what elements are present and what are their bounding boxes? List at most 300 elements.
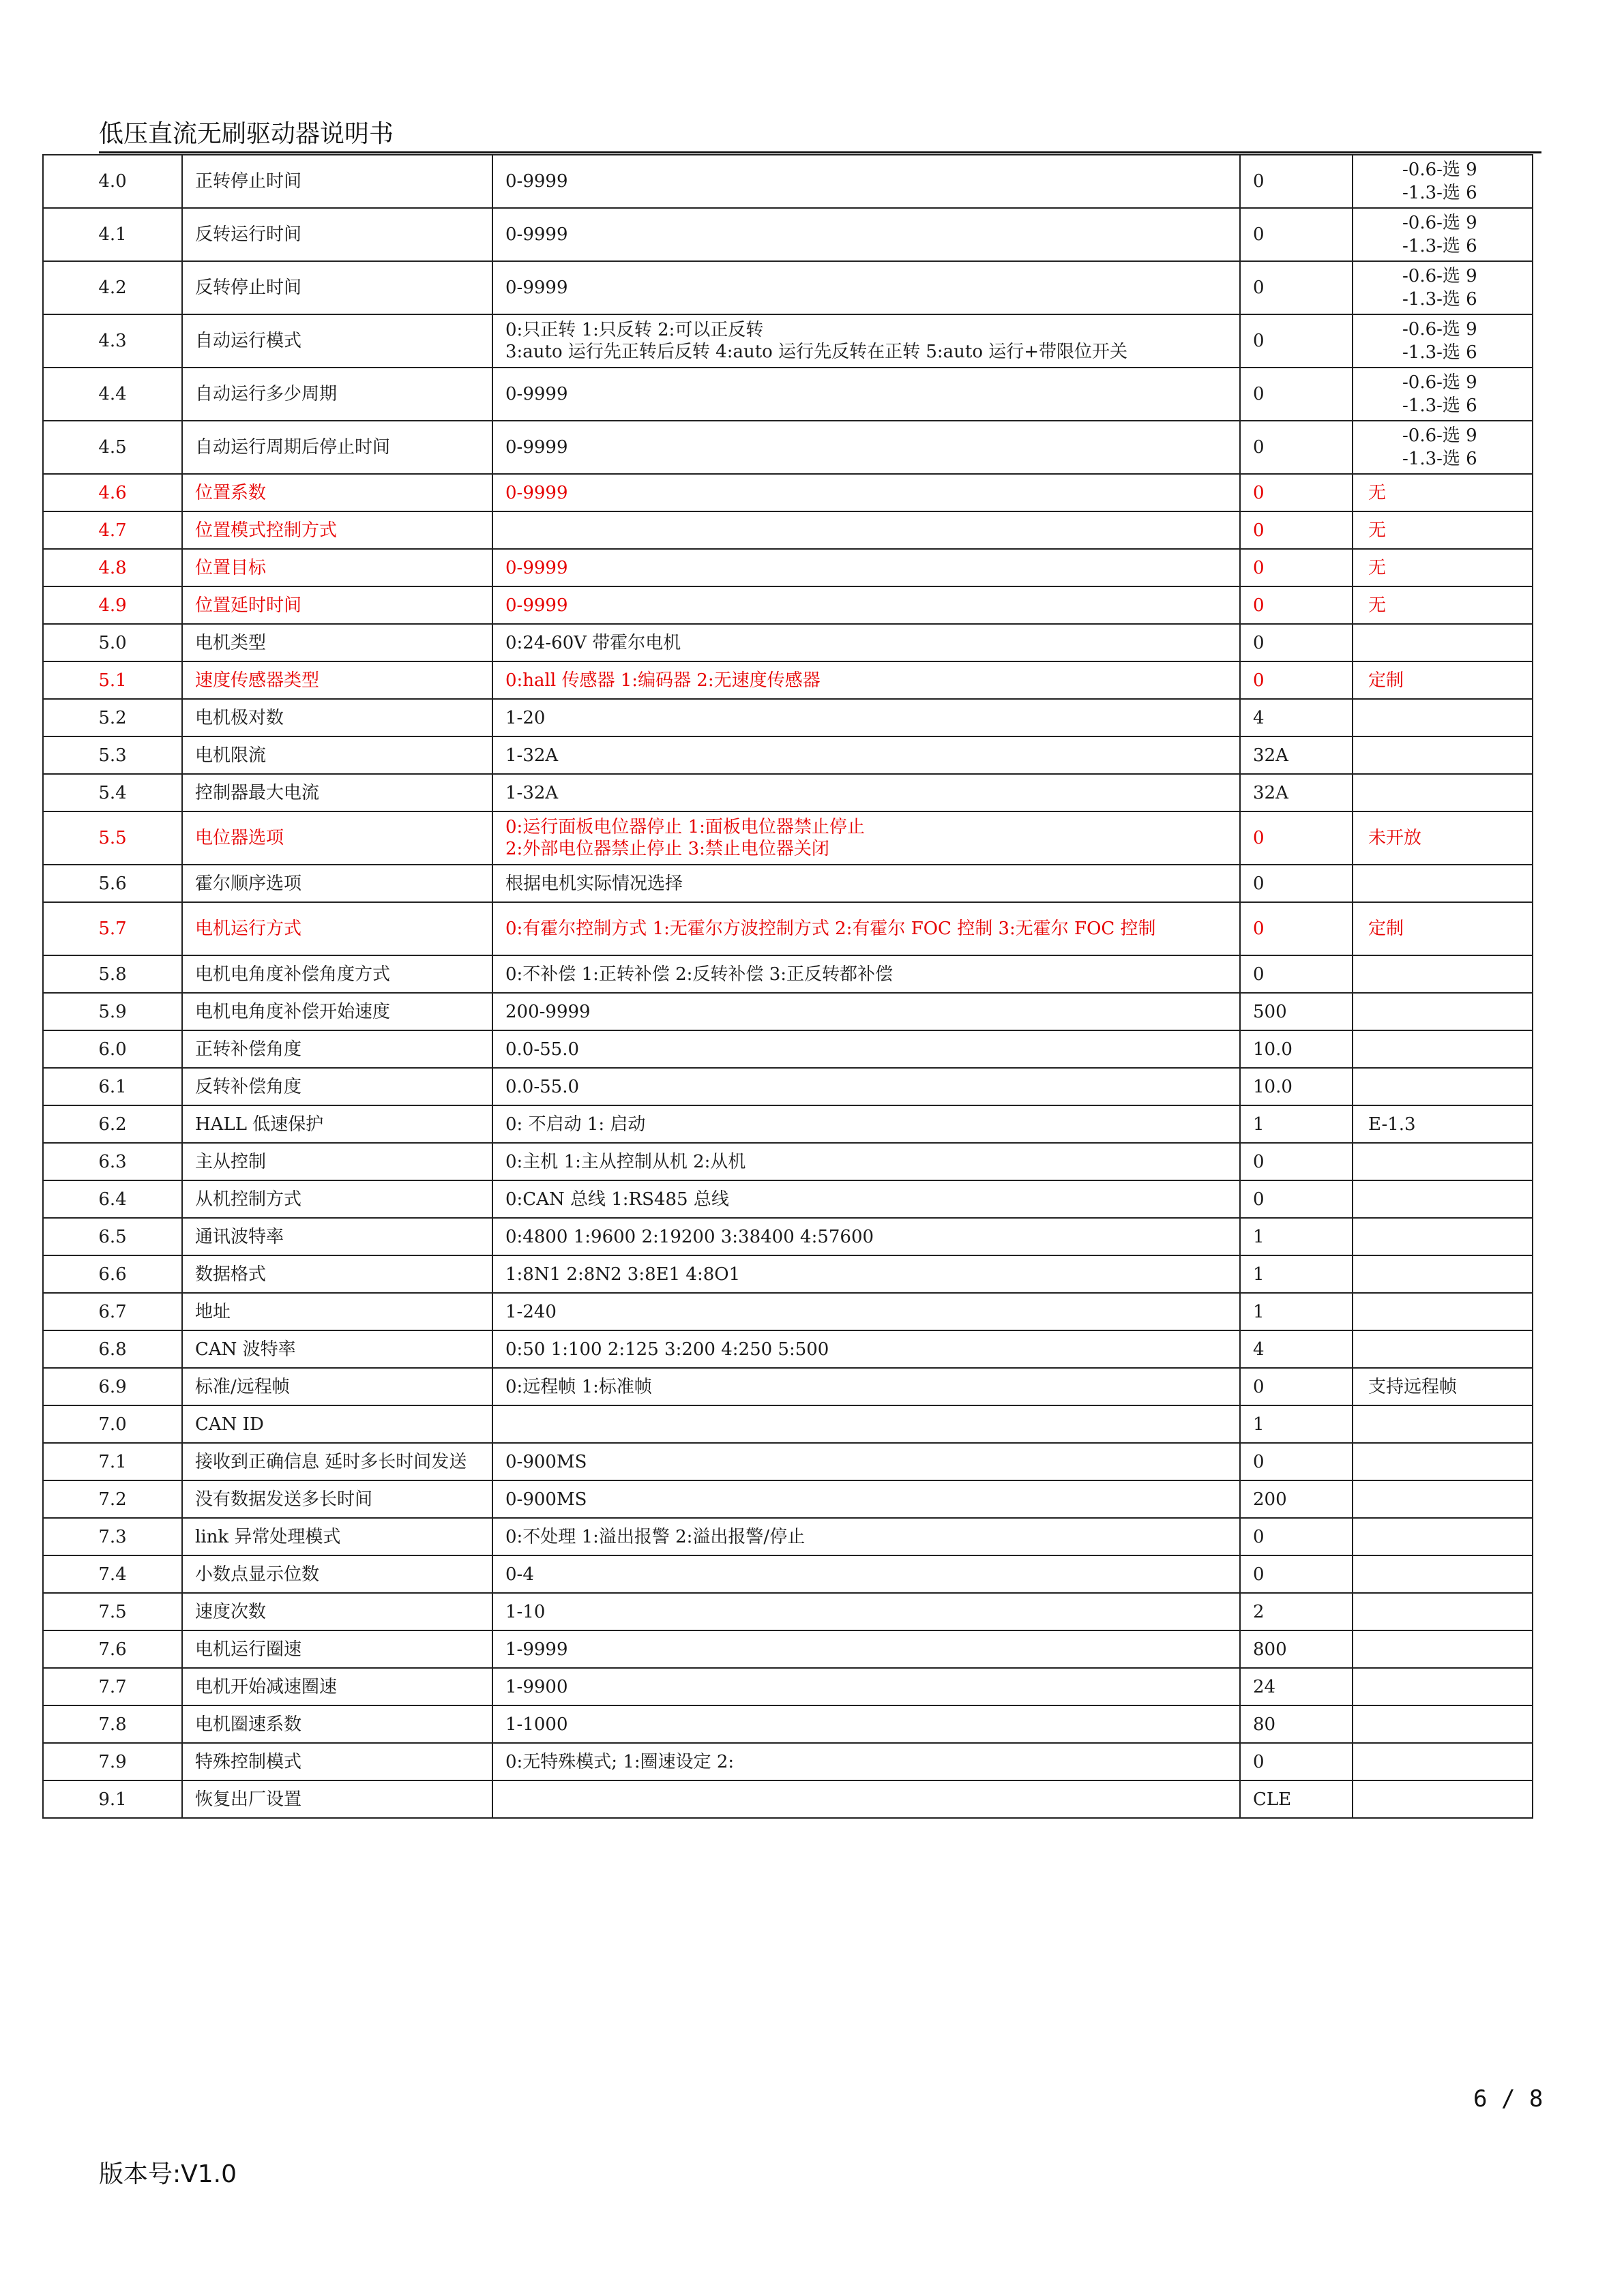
param-number-cell: 4.6 [43,474,182,511]
param-default-cell: 10.0 [1240,1030,1353,1068]
param-name-cell: 特殊控制模式 [182,1743,492,1780]
param-default-cell: 80 [1240,1705,1353,1743]
param-range-cell [492,421,1240,474]
param-remark-cell [1353,1330,1533,1368]
param-name-cell: 位置延时时间 [182,586,492,624]
param-name-cell: link 异常处理模式 [182,1518,492,1555]
param-range-cell [492,1780,1240,1818]
param-name-cell: HALL 低速保护 [182,1105,492,1143]
param-remark-cell-line: -1.3-选 6 [1402,236,1477,256]
param-name-cell: 反转运行时间 [182,208,492,261]
param-number-cell: 6.7 [43,1293,182,1330]
param-range-cell-line: 根据电机实际情况选择 [505,873,683,894]
param-range-cell-line: 1-1000 [505,1714,568,1735]
param-number-cell: 6.0 [43,1030,182,1068]
table-row [43,511,1533,549]
param-remark-cell-line: 无 [1368,520,1387,541]
table-row [43,624,1533,661]
param-range-cell-line: 0-4 [505,1564,534,1585]
table-row [43,1180,1533,1218]
param-remark-cell [1353,1555,1533,1593]
param-range-cell [492,314,1240,368]
param-name-cell: 通讯波特率 [182,1218,492,1255]
param-range-cell-line: 0-9999 [505,595,568,616]
param-remark-cell-line: 未开放 [1368,828,1422,848]
param-number-cell: 7.2 [43,1480,182,1518]
param-range-cell-line: 1-9999 [505,1639,568,1660]
param-number-cell: 5.6 [43,865,182,902]
param-default-cell: 24 [1240,1668,1353,1705]
param-number-cell: 6.6 [43,1255,182,1293]
param-name-cell: 从机控制方式 [182,1180,492,1218]
param-remark-cell [1353,368,1533,421]
param-range-cell [492,1143,1240,1180]
param-remark-cell [1353,155,1533,208]
param-range-cell-line: 0.0-55.0 [505,1076,580,1097]
param-default-cell: 1 [1240,1405,1353,1443]
param-default-cell: 4 [1240,699,1353,736]
param-range-cell [492,261,1240,314]
param-name-cell: 电机类型 [182,624,492,661]
param-name-cell: 标准/远程帧 [182,1368,492,1405]
param-number-cell: 9.1 [43,1780,182,1818]
param-range-cell-line: 1-32A [505,782,559,803]
param-default-cell: 0 [1240,314,1353,368]
param-number-cell: 6.8 [43,1330,182,1368]
param-remark-cell [1353,1180,1533,1218]
param-name-cell: 数据格式 [182,1255,492,1293]
param-default-cell: 0 [1240,1443,1353,1480]
param-range-cell [492,1668,1240,1705]
param-range-cell [492,1368,1240,1405]
param-remark-cell [1353,699,1533,736]
param-default-cell: 0 [1240,511,1353,549]
param-name-cell: 电机运行方式 [182,902,492,955]
param-name-cell: 自动运行模式 [182,314,492,368]
param-range-cell-line: 0:不补偿 1:正转补偿 2:反转补偿 3:正反转都补偿 [505,964,894,985]
param-default-cell: 1 [1240,1293,1353,1330]
param-remark-cell [1353,1630,1533,1668]
param-default-cell: 2 [1240,1593,1353,1630]
document-title: 低压直流无刷驱动器说明书 [99,120,394,148]
param-default-cell: CLE [1240,1780,1353,1818]
param-number-cell: 7.4 [43,1555,182,1593]
table-row [43,661,1533,699]
param-range-cell-line: 1:8N1 2:8N2 3:8E1 4:8O1 [505,1264,741,1285]
param-remark-cell-line: 定制 [1368,919,1404,939]
table-row [43,1143,1533,1180]
param-default-cell: 0 [1240,865,1353,902]
param-range-cell-line: 0:无特殊模式; 1:圈速设定 2: [505,1751,735,1772]
param-range-cell [492,1743,1240,1780]
param-number-cell: 6.3 [43,1143,182,1180]
param-name-cell: 位置系数 [182,474,492,511]
table-row [43,1705,1533,1743]
param-name-cell: 自动运行周期后停止时间 [182,421,492,474]
param-remark-cell [1353,1405,1533,1443]
table-row [43,1555,1533,1593]
param-remark-cell [1353,1593,1533,1630]
param-range-cell-line: 0-9999 [505,384,568,404]
param-range-cell [492,1705,1240,1743]
param-default-cell: 0 [1240,661,1353,699]
param-number-cell: 7.8 [43,1705,182,1743]
table-row [43,586,1533,624]
param-remark-cell [1353,902,1533,955]
param-range-cell-line: 0:运行面板电位器停止 1:面板电位器禁止停止 [505,817,865,837]
param-remark-cell-line: -1.3-选 6 [1402,342,1477,363]
param-default-cell: 0 [1240,1368,1353,1405]
param-number-cell: 4.9 [43,586,182,624]
table-row [43,208,1533,261]
param-name-cell: 接收到正确信息 延时多长时间发送 [182,1443,492,1480]
param-range-cell [492,624,1240,661]
param-range-cell [492,902,1240,955]
param-number-cell: 4.0 [43,155,182,208]
param-range-cell-line: 3:auto 运行先正转后反转 4:auto 运行先反转在正转 5:auto 运行+带限位开关 [505,342,1128,362]
param-range-cell [492,865,1240,902]
table-row [43,1443,1533,1480]
param-range-cell-line: 0:50 1:100 2:125 3:200 4:250 5:500 [505,1339,829,1360]
param-remark-cell [1353,314,1533,368]
param-remark-cell [1353,261,1533,314]
param-range-cell-line: 0:有霍尔控制方式 1:无霍尔方波控制方式 2:有霍尔 FOC 控制 3:无霍尔 FOC 控制 [505,919,1156,939]
param-remark-cell-line: -0.6-选 9 [1402,319,1477,340]
param-default-cell: 0 [1240,1518,1353,1555]
version-label: 版本号:V1.0 [99,2160,237,2188]
param-number-cell: 4.8 [43,549,182,586]
param-default-cell: 0 [1240,1743,1353,1780]
param-remark-cell [1353,586,1533,624]
param-range-cell-line: 0-9999 [505,437,568,458]
param-default-cell: 32A [1240,736,1353,774]
param-range-cell-line: 2:外部电位器禁止停止 3:禁止电位器关闭 [505,839,829,859]
param-range-cell-line: 0-900MS [505,1489,587,1510]
param-number-cell: 5.1 [43,661,182,699]
param-remark-cell [1353,736,1533,774]
table-row [43,993,1533,1030]
param-remark-cell [1353,421,1533,474]
param-remark-cell [1353,1293,1533,1330]
param-remark-cell [1353,865,1533,902]
page-number: 6 / 8 [1473,2085,1544,2113]
param-name-cell: 位置目标 [182,549,492,586]
table-row [43,811,1533,865]
param-range-cell [492,774,1240,811]
param-range-cell-line: 0-9999 [505,171,568,192]
parameter-table [42,154,1533,1819]
param-range-cell [492,1330,1240,1368]
table-row [43,955,1533,993]
table-row [43,1780,1533,1818]
param-remark-cell [1353,624,1533,661]
table-row [43,155,1533,208]
param-name-cell: 反转停止时间 [182,261,492,314]
param-remark-cell-line: -0.6-选 9 [1402,213,1477,233]
param-range-cell-line: 0:4800 1:9600 2:19200 3:38400 4:57600 [505,1226,874,1247]
param-default-cell: 0 [1240,1180,1353,1218]
param-remark-cell-line: -0.6-选 9 [1402,160,1477,180]
param-range-cell [492,1630,1240,1668]
param-default-cell: 0 [1240,1555,1353,1593]
table-row [43,314,1533,368]
param-default-cell: 0 [1240,811,1353,865]
param-remark-cell-line: -0.6-选 9 [1402,372,1477,393]
param-number-cell: 5.7 [43,902,182,955]
param-number-cell: 4.1 [43,208,182,261]
param-remark-cell [1353,1068,1533,1105]
param-remark-cell [1353,1518,1533,1555]
param-name-cell: 霍尔顺序选项 [182,865,492,902]
table-row [43,474,1533,511]
param-range-cell-line: 1-240 [505,1301,557,1322]
param-range-cell-line: 1-10 [505,1601,546,1622]
param-remark-cell [1353,1105,1533,1143]
param-remark-cell [1353,774,1533,811]
parameter-table-body [43,155,1533,1818]
param-name-cell: 没有数据发送多长时间 [182,1480,492,1518]
param-name-cell: 控制器最大电流 [182,774,492,811]
param-range-cell-line: 0-9999 [505,278,568,298]
param-range-cell-line: 0-9999 [505,224,568,245]
param-remark-cell-line: 无 [1368,482,1387,503]
param-name-cell: CAN 波特率 [182,1330,492,1368]
param-default-cell: 10.0 [1240,1068,1353,1105]
param-name-cell: 位置模式控制方式 [182,511,492,549]
param-remark-cell [1353,1368,1533,1405]
table-row [43,1293,1533,1330]
param-number-cell: 6.4 [43,1180,182,1218]
param-default-cell: 0 [1240,586,1353,624]
table-row [43,549,1533,586]
param-default-cell: 0 [1240,421,1353,474]
table-row [43,736,1533,774]
param-range-cell-line: 0: 不启动 1: 启动 [505,1114,646,1135]
param-number-cell: 5.0 [43,624,182,661]
param-remark-cell [1353,1480,1533,1518]
table-row [43,1593,1533,1630]
param-name-cell: 速度传感器类型 [182,661,492,699]
param-name-cell: CAN ID [182,1405,492,1443]
param-number-cell: 5.8 [43,955,182,993]
param-name-cell: 地址 [182,1293,492,1330]
param-remark-cell [1353,1705,1533,1743]
header-divider [99,151,1541,153]
param-default-cell: 0 [1240,624,1353,661]
param-name-cell: 电机运行圈速 [182,1630,492,1668]
param-number-cell: 7.9 [43,1743,182,1780]
param-remark-cell [1353,1143,1533,1180]
param-number-cell: 4.4 [43,368,182,421]
table-row [43,1030,1533,1068]
param-default-cell: 0 [1240,208,1353,261]
param-remark-cell [1353,549,1533,586]
param-name-cell: 电机电角度补偿角度方式 [182,955,492,993]
param-remark-cell-line: -1.3-选 6 [1402,396,1477,416]
param-range-cell [492,955,1240,993]
param-remark-cell-line: -0.6-选 9 [1402,426,1477,446]
param-default-cell: 0 [1240,902,1353,955]
param-name-cell: 自动运行多少周期 [182,368,492,421]
param-remark-cell-line: -1.3-选 6 [1402,183,1477,203]
param-range-cell [492,1405,1240,1443]
param-remark-cell-line: 无 [1368,595,1387,616]
param-default-cell: 4 [1240,1330,1353,1368]
param-default-cell: 500 [1240,993,1353,1030]
param-number-cell: 6.1 [43,1068,182,1105]
param-number-cell: 7.7 [43,1668,182,1705]
param-range-cell [492,1030,1240,1068]
param-range-cell [492,1555,1240,1593]
param-range-cell [492,811,1240,865]
param-number-cell: 4.3 [43,314,182,368]
param-name-cell: 正转补偿角度 [182,1030,492,1068]
param-number-cell: 7.5 [43,1593,182,1630]
param-range-cell-line: 0:CAN 总线 1:RS485 总线 [505,1189,729,1210]
param-remark-cell [1353,208,1533,261]
param-remark-cell-line: -1.3-选 6 [1402,289,1477,310]
table-row [43,1255,1533,1293]
param-default-cell: 1 [1240,1218,1353,1255]
param-remark-cell-line: 无 [1368,557,1387,578]
table-row [43,1218,1533,1255]
param-range-cell [492,155,1240,208]
param-remark-cell-line: 支持远程帧 [1368,1376,1458,1397]
param-remark-cell-line: -1.3-选 6 [1402,449,1477,469]
param-remark-cell [1353,1743,1533,1780]
param-remark-cell [1353,1030,1533,1068]
table-row [43,902,1533,955]
param-default-cell: 200 [1240,1480,1353,1518]
param-range-cell [492,208,1240,261]
table-row [43,1330,1533,1368]
param-default-cell: 0 [1240,474,1353,511]
param-range-cell [492,661,1240,699]
param-name-cell: 电机极对数 [182,699,492,736]
param-range-cell [492,1293,1240,1330]
param-remark-cell [1353,1443,1533,1480]
param-remark-cell [1353,1668,1533,1705]
param-remark-cell [1353,474,1533,511]
param-name-cell: 电机圈速系数 [182,1705,492,1743]
param-default-cell: 32A [1240,774,1353,811]
param-remark-cell [1353,1255,1533,1293]
param-range-cell-line: 0-9999 [505,557,568,578]
param-name-cell: 电机开始减速圈速 [182,1668,492,1705]
table-row [43,699,1533,736]
param-range-cell [492,1068,1240,1105]
table-row [43,421,1533,474]
table-row [43,1518,1533,1555]
param-number-cell: 4.2 [43,261,182,314]
param-range-cell [492,1255,1240,1293]
param-remark-cell [1353,1218,1533,1255]
param-range-cell [492,368,1240,421]
param-range-cell-line: 0:hall 传感器 1:编码器 2:无速度传感器 [505,670,821,691]
param-number-cell: 7.3 [43,1518,182,1555]
param-remark-cell [1353,811,1533,865]
table-row [43,1405,1533,1443]
param-default-cell: 0 [1240,368,1353,421]
param-number-cell: 5.5 [43,811,182,865]
param-range-cell-line: 0-9999 [505,482,568,503]
param-range-cell [492,511,1240,549]
param-number-cell: 7.6 [43,1630,182,1668]
table-row [43,1480,1533,1518]
table-row [43,261,1533,314]
param-name-cell: 速度次数 [182,1593,492,1630]
param-range-cell-line: 0:主机 1:主从控制从机 2:从机 [505,1151,746,1172]
param-range-cell-line: 1-20 [505,707,546,728]
table-row [43,368,1533,421]
param-range-cell [492,1218,1240,1255]
param-default-cell: 0 [1240,955,1353,993]
param-remark-cell-line: 定制 [1368,670,1404,691]
param-range-cell [492,549,1240,586]
table-row [43,1105,1533,1143]
param-name-cell: 反转补偿角度 [182,1068,492,1105]
param-default-cell: 0 [1240,261,1353,314]
param-default-cell: 1 [1240,1105,1353,1143]
param-range-cell-line: 1-9900 [505,1676,568,1697]
param-number-cell: 5.9 [43,993,182,1030]
table-row [43,1068,1533,1105]
table-row [43,774,1533,811]
param-name-cell: 电机限流 [182,736,492,774]
param-default-cell: 0 [1240,1143,1353,1180]
param-remark-cell [1353,1780,1533,1818]
param-range-cell [492,1443,1240,1480]
param-range-cell [492,474,1240,511]
param-range-cell-line: 0-900MS [505,1451,587,1472]
param-name-cell: 电位器选项 [182,811,492,865]
param-range-cell [492,1105,1240,1143]
param-range-cell [492,1180,1240,1218]
table-row [43,865,1533,902]
param-number-cell: 5.2 [43,699,182,736]
param-default-cell: 800 [1240,1630,1353,1668]
param-name-cell: 小数点显示位数 [182,1555,492,1593]
param-number-cell: 6.5 [43,1218,182,1255]
param-range-cell-line: 0.0-55.0 [505,1039,580,1060]
param-range-cell-line: 200-9999 [505,1001,591,1022]
param-name-cell: 主从控制 [182,1143,492,1180]
param-range-cell [492,993,1240,1030]
param-name-cell: 恢复出厂设置 [182,1780,492,1818]
param-name-cell: 电机电角度补偿开始速度 [182,993,492,1030]
param-number-cell: 6.9 [43,1368,182,1405]
param-range-cell [492,1518,1240,1555]
param-range-cell [492,1480,1240,1518]
param-remark-cell-line: E-1.3 [1368,1114,1416,1135]
param-range-cell [492,586,1240,624]
param-remark-cell [1353,511,1533,549]
param-number-cell: 5.3 [43,736,182,774]
param-number-cell: 4.5 [43,421,182,474]
param-range-cell-line: 0:24-60V 带霍尔电机 [505,632,681,653]
table-row [43,1630,1533,1668]
table-row [43,1743,1533,1780]
param-range-cell-line: 0:不处理 1:溢出报警 2:溢出报警/停止 [505,1526,806,1547]
param-range-cell [492,699,1240,736]
param-number-cell: 7.0 [43,1405,182,1443]
param-number-cell: 5.4 [43,774,182,811]
param-remark-cell-line: -0.6-选 9 [1402,266,1477,286]
param-remark-cell [1353,661,1533,699]
param-range-cell-line: 0:只正转 1:只反转 2:可以正反转 [505,320,764,340]
param-range-cell [492,1593,1240,1630]
param-number-cell: 4.7 [43,511,182,549]
